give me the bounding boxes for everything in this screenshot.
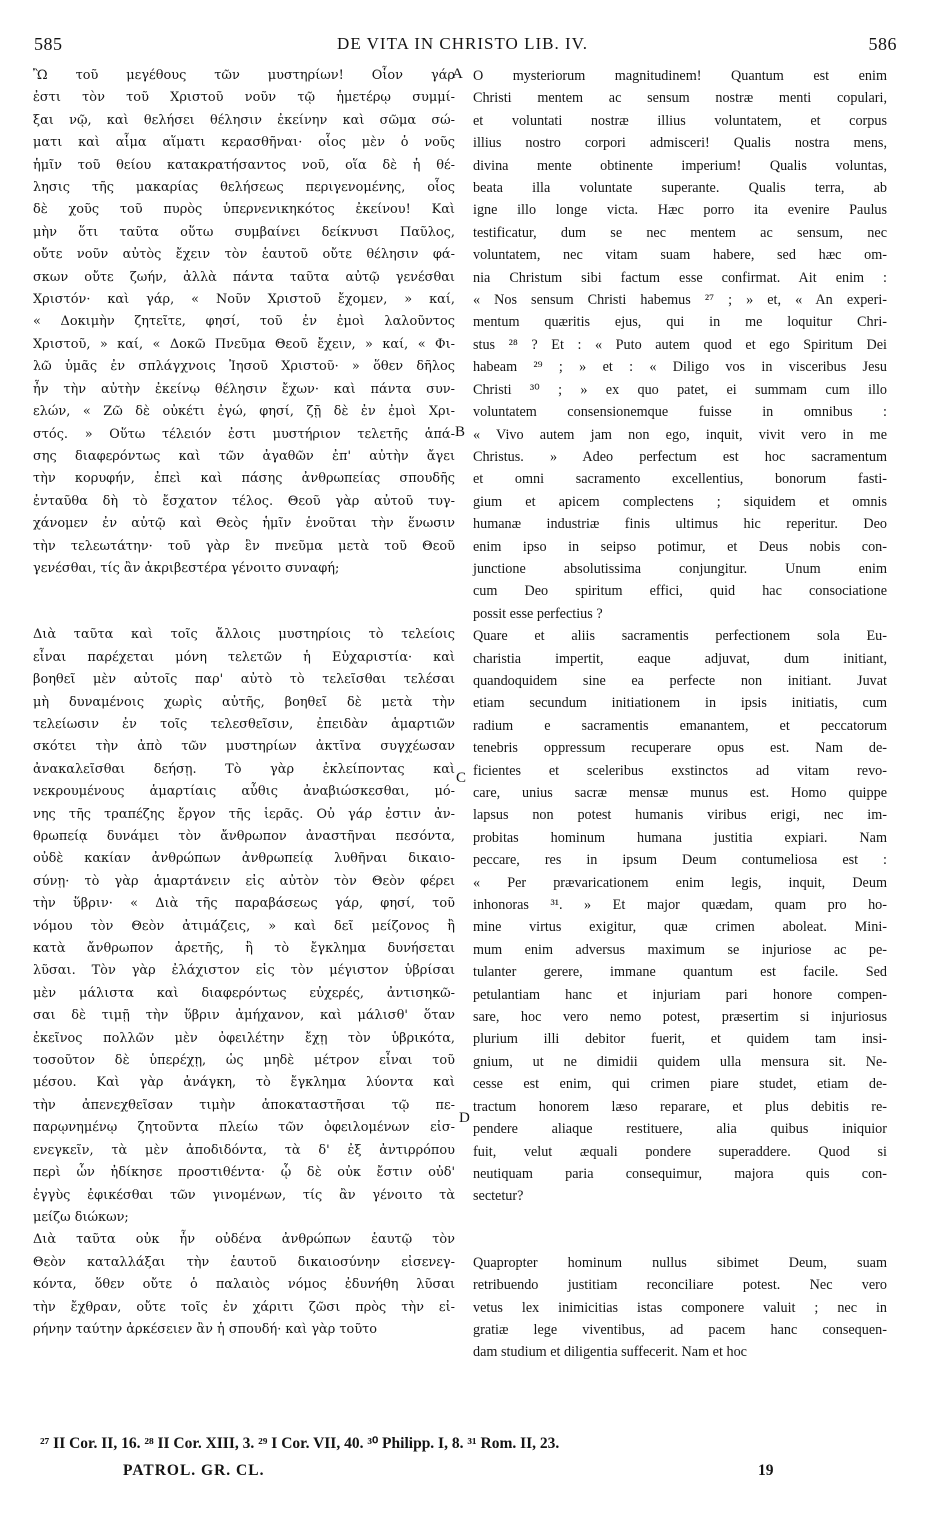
text-line: habeam ²⁹ ; » et : « Diligo vos in visceribus Jesu xyxy=(473,359,887,376)
text-line: peccare, res in ipsum Deum contumeliosa est : xyxy=(473,852,887,869)
text-line: « Nos sensum Christi habemus ²⁷ ; » et, « An experi- xyxy=(473,292,887,309)
text-line: Χριστόν· καὶ γάρ, « Νοῦν Χριστοῦ ἔχομεν, » καί, xyxy=(33,292,455,308)
text-line: tractum honorem læso reparare, et plus debitis re- xyxy=(473,1098,887,1115)
text-line: enim ipso in seipso potimur, et Deus nobis con- xyxy=(473,538,887,555)
text-line: stus ²⁸ ? Et : « Puto autem quod et ego Spiritum Dei xyxy=(473,336,887,353)
text-line: fuit, velut æquali pondere superaddere. Quod si xyxy=(473,1143,887,1160)
text-line: cum Deo spiritum effici, quid hac consociatione xyxy=(473,583,887,600)
text-line: divina mente obtinente imperium! Qualis voluntas, xyxy=(473,157,887,174)
text-line: νεκρουμένους ἁμαρτίαις αὖθις ἀναβιώσκεσθαι, μό- xyxy=(33,784,455,800)
text-line: ματι καὶ αἷμα αἵματι κερασθῆναι· οἷος μὲν ὁ νοῦς xyxy=(33,135,455,151)
text-line: dam studium et diligentia suffecerit. Nam et hoc xyxy=(473,1344,747,1361)
text-line: μὲν μάλιστα καὶ διαφερόντως εὐχερές, ἀντισηκῶ- xyxy=(33,985,455,1001)
text-line: μὴ δυναμένοις χωρὶς αὐτῆς, βοηθεῖ δὲ μετὰ τὴν xyxy=(33,694,455,710)
text-line: τὴν τελεωτάτην· τοῦ γὰρ ἓν πνεῦμα μετὰ τοῦ Θεοῦ xyxy=(33,538,455,554)
text-line: testificatur, dum se nec mentem ac sensum, nec xyxy=(473,224,887,241)
text-line: pendere aliaque restituere, alia quibus iniquior xyxy=(473,1121,887,1138)
text-line: ξαι νῷ, καὶ θελήσει θέλησιν ἐκείνην καὶ σῶμα σώ- xyxy=(33,112,455,128)
text-line: Christus. » Adeo perfectum est hoc sacramentum xyxy=(473,448,887,465)
section-marker-a: A xyxy=(452,66,463,82)
text-line: ελών, « Ζῶ δὲ οὐκέτι ἐγώ, φησί, ζῇ δὲ ἐν ἐμοὶ Χρι- xyxy=(33,404,455,420)
text-line: τὴν ὕβριν· « Διὰ τῆς παραβάσεως γάρ, φησί, τοῦ xyxy=(33,896,455,912)
text-line: λησις τῆς μακαρίας θελήσεως περιγενομένης, οἷος xyxy=(33,180,455,196)
running-title: DE VITA IN CHRISTO LIB. IV. xyxy=(337,34,588,53)
text-line: περὶ ὧν ἠδίκησε προστιθέντα· ᾧ δὲ οὐκ ἔστιν οὐδ' xyxy=(33,1165,455,1181)
page-header xyxy=(0,34,925,60)
text-line: care, unius sacræ mensæ munus est. Homo quippe xyxy=(473,785,887,801)
text-line: μέσου. Καὶ γὰρ ἀνάγκη, τὸ ἔγκλημα λύοντα καὶ xyxy=(33,1075,455,1091)
greek-paragraph-2 xyxy=(33,624,455,1229)
text-line: κόντα, ὅθεν οὔτε ὁ παλαιὸς νόμος ἐδυνήθη λῦσαι xyxy=(33,1277,455,1293)
footer-sheet-number: 19 xyxy=(758,1462,774,1479)
text-line: τελείωσιν ἐν τοῖς τελεσθεῖσιν, ἐπειδὰν ἁμαρτιῶν xyxy=(33,716,455,732)
text-line: οὔτε νοῦν αὐτὸς ἔχειν τὸν ἑαυτοῦ οὔτε θέλησιν φά- xyxy=(33,247,455,263)
text-line: illius nostro corpori admisceri! Qualis nostra mens, xyxy=(473,135,887,152)
latin-column xyxy=(473,65,887,1364)
text-line: Christi ³⁰ ; » ex quo patet, ei summam cum illo xyxy=(473,381,887,398)
text-line: et voluntati nostræ illius voluntatem, et corpus xyxy=(473,112,887,129)
text-line: Ὢ τοῦ μεγέθους τῶν μυστηρίων! Οἷον γάρ xyxy=(33,68,455,83)
text-line: voluntatem, nec vitam suam habere, sed hæc om- xyxy=(473,247,887,264)
text-line: tulanter gerere, immane quantum est facile. Sed xyxy=(473,964,887,981)
text-line: Διὰ ταῦτα οὐκ ἦν οὐδένα ἀνθρώπων ἑαυτῷ τὸν xyxy=(33,1232,455,1248)
text-line: Quare et aliis sacramentis perfectionem sola Eu- xyxy=(473,628,887,645)
text-line: tenebris oppressum recuperare opus est. Nam de- xyxy=(473,740,887,757)
section-marker-b: B xyxy=(455,424,466,440)
text-line: lapsus non potest humanis viribus erigi, nec im- xyxy=(473,807,887,824)
text-line: Διὰ ταῦτα καὶ τοῖς ἄλλοις μυστηρίοις τὸ τελείοις xyxy=(33,627,455,643)
text-line: nia Christum sibi factum esse confirmat. Ait enim : xyxy=(473,269,887,286)
text-line: εἶναι παρέχεται μόνη τελετῶν ἡ Εὐχαριστία· καὶ xyxy=(33,649,455,665)
text-line: ρήνην ταύτην ἀρκέσειεν ἂν ἡ σπουδή· καὶ γὰρ τοῦτο xyxy=(33,1321,378,1337)
latin-paragraph-1 xyxy=(473,65,887,625)
text-line: quandoquidem sine ea perfecte non initiant. Juvat xyxy=(473,672,887,689)
text-line: γενέσθαι, τίς ἂν ἀκριβεστέρα γένοιτο συναφή; xyxy=(33,560,340,576)
text-line: igne illo longe victa. Hæc porro ita evenire Paulus xyxy=(473,202,887,219)
greek-column xyxy=(33,65,455,1341)
text-line: et omni sacramento excellentius, bonorum fasti- xyxy=(473,471,887,488)
text-line: neutiquam paria consequimur, majora quis con- xyxy=(473,1165,887,1182)
text-line: gnium, ut ne dimidii quidem ulla mensura sit. Ne- xyxy=(473,1053,887,1070)
text-line: στός. » Οὕτω τέλειόν ἐστι μυστήριον τελετῆς ἁπά- xyxy=(33,426,455,442)
text-line: ἐγγὺς ἐφικέσθαι τῶν γινομένων, τίς ἂν γένοιτο τὰ xyxy=(33,1187,455,1203)
text-line: χάνομεν ἐν αὐτῷ καὶ Θεὸς ἡμῖν ἑνοῦται τὴν ἕνωσιν xyxy=(33,516,455,532)
text-line: Christi mentem ac sensum nostræ menti copulari, xyxy=(473,90,887,107)
text-line: voluntatem consensionemque fuisse in omnibus : xyxy=(473,404,887,421)
text-line: ενεγκεῖν, τὰ μὲν ἀποδιδόντα, τὰ δ' ἐξ ἀντιρρόπου xyxy=(33,1142,455,1158)
greek-paragraph-1 xyxy=(33,65,455,580)
text-line: νης τῆς τραπέζης ἔργον τῆς ἱερᾶς. Οὐ γάρ ἐστιν ἀν- xyxy=(33,806,455,822)
latin-paragraph-3 xyxy=(473,1252,887,1364)
text-line: Θεὸν καταλλάξαι τὴν ἑαυτοῦ δικαιοσύνην εἰσενεγ- xyxy=(33,1254,455,1270)
right-page-number: 586 xyxy=(868,34,897,54)
text-line: σκων οὔτε ζωήν, ἀλλὰ πάντα ταῦτα αὐτῷ γενέσθαι xyxy=(33,269,455,285)
text-line: ἐστι τὸν τοῦ Χριστοῦ νοῦν τῷ ἡμετέρῳ συμμί- xyxy=(33,90,455,106)
text-line: ἐνταῦθα δὴ τὸ ἔσχατον τέλος. Θεοῦ γὰρ αὐτοῦ τυγ- xyxy=(33,493,455,509)
text-line: mentum quæritis ejus, qui in me loquitur Chri- xyxy=(473,314,887,331)
page-footer xyxy=(0,1462,925,1484)
greek-paragraph-3 xyxy=(33,1229,455,1341)
section-marker-d: D xyxy=(459,1110,470,1126)
footnotes: ²⁷ II Cor. II, 16. ²⁸ II Cor. XIII, 3. ²⁹ I Cor. VII, 40. ³⁰ Philipp. I, 8. ³¹ Rom. II, 23. xyxy=(40,1435,560,1452)
text-line: junctione absolutissima conjungitur. Unum enim xyxy=(473,560,887,577)
text-line: radium e sacramentis emanantem, et peccatorum xyxy=(473,717,887,734)
text-line: sare, hoc vero nemo potest, præsertim si injuriosus xyxy=(473,1009,887,1026)
text-line: humanæ industriæ finis ultimus hic reperitur. Deo xyxy=(473,516,887,533)
text-line: gium et apicem complectens ; siquidem et omnis xyxy=(473,493,887,510)
text-line: sectetur? xyxy=(473,1188,524,1205)
text-line: τοσοῦτον δὲ ὑπερέχῃ, ὡς μηδὲ μέτρον εἶναι τοῦ xyxy=(33,1053,455,1069)
text-line: mine virtus exigitur, quæ crimen aboleat. Mini- xyxy=(473,919,887,936)
text-line: O mysteriorum magnitudinem! Quantum est enim xyxy=(473,68,887,84)
text-line: παρῳνημένῳ ζητοῦντα πλείω τῶν ὀφειλομένων εἰσ- xyxy=(33,1120,455,1136)
text-line: τὴν ἔχθραν, οὔτε τοῖς ἐν χάριτι ζῶσι πρὸς τὴν εἰ- xyxy=(33,1299,455,1315)
text-line: mum enim adversus maximum se injuriose ac pe- xyxy=(473,941,887,958)
text-line: ἡμῖν τοῦ θείου κατακρατήσαντος νοῦ, οἵα δὲ ἡ θέ- xyxy=(33,157,455,173)
text-line: charistia impertit, eaque adjuvat, dum initiant, xyxy=(473,650,887,667)
text-line: possit esse perfectius ? xyxy=(473,605,603,622)
text-line: δὲ χοῦς τοῦ πυρὸς ὑπερνενικηκότος ἐκείνου! Καὶ xyxy=(33,202,455,218)
text-line: τὴν ἀπενεχθεῖσαν τιμὴν ἀποκαταστῆσαι τῷ πε- xyxy=(33,1097,455,1113)
text-line: beata illa voluntate superante. Qualis terra, ab xyxy=(473,180,887,197)
text-line: inhonoras ³¹. » Et major quædam, quam pro ho- xyxy=(473,897,887,914)
text-line: σης διαφερόντως καὶ τῶν ἀγαθῶν ἐπ' αὐτὴν ἄγει xyxy=(33,448,455,464)
text-line: οὐδὲ κακίαν ἀνθρώπων ἀνθρωπείᾳ λυθῆναι δικαιο- xyxy=(33,851,455,867)
text-line: cesse est enim, qui crimen piare studet, etiam de- xyxy=(473,1076,887,1093)
text-line: plurium illi debitor fuerit, et quidem tam insi- xyxy=(473,1031,887,1048)
text-line: Quapropter hominum nullus sibimet Deum, suam xyxy=(473,1254,887,1271)
text-line: ἐκεῖνος πολλῶν μὲν ὀφειλέτην ἔχῃ τὸν ὑβρικότα, xyxy=(33,1030,455,1046)
text-line: « Vivo autem jam non ego, inquit, vivit vero in me xyxy=(473,426,887,443)
text-line: μείζω διώκων; xyxy=(33,1209,129,1225)
text-line: βοηθεῖ μὲν αὐτοῖς παρ' αὐτὸ τὸ τελεῖσθαι τελέσαι xyxy=(33,672,455,688)
text-line: λῶ ὑμᾶς ἐν σπλάγχνοις Ἰησοῦ Χριστοῦ· » ὅθεν δῆλος xyxy=(33,359,455,375)
text-line: ἀνακαλεῖσθαι δεήσῃ. Τὸ γὰρ ἐκλείποντας καὶ xyxy=(33,761,455,777)
text-line: ἦν τὴν αὐτὴν ἐκείνῳ θέλησιν ἔχων· καὶ πάντα συν- xyxy=(33,381,455,397)
text-line: θρωπείᾳ δυνάμει τὸν ἄνθρωπον ἀναστῆναι πεσόντα, xyxy=(33,829,455,844)
text-line: μὴν ὅτι ταῦτα οὕτω συμβαίνει δείκνυσι Παῦλος, xyxy=(33,224,455,240)
text-line: gratiæ lege viventibus, ad pacem hanc consequen- xyxy=(473,1321,887,1338)
text-line: τὴν κορυφήν, ἐπεὶ καὶ πάσης ἀνθρωπείας σπουδῆς xyxy=(33,471,455,487)
text-line: probitas hominum humana justitia expiari. Nam xyxy=(473,829,887,846)
text-line: etiam secundum initiationem in ipsis initiatis, cum xyxy=(473,695,887,712)
text-line: « Per prævaricationem enim legis, inquit, Deum xyxy=(473,874,887,891)
text-line: vetus lex inimicitias istas componere valuit ; nec in xyxy=(473,1299,887,1316)
text-line: σύνῃ· τὸ γὰρ ἁμαρτάνειν εἰς αὐτὸν τὸν Θεὸν φέρει xyxy=(33,873,455,889)
footer-signature: PATROL. GR. CL. xyxy=(123,1462,265,1479)
text-line: Χριστοῦ, » καί, « Δοκῶ Πνεῦμα Θεοῦ ἔχειν, » καί, « Φι- xyxy=(33,336,455,352)
text-line: σαι δὲ τιμῇ τὴν ὕβριν ἀμήχανον, καὶ μάλισθ' ὅταν xyxy=(33,1008,455,1024)
latin-paragraph-2 xyxy=(473,625,887,1208)
text-line: petulantiam hanc et injuriam pari honore compen- xyxy=(473,986,887,1003)
text-line: νόμου τὸν Θεὸν ἀτιμάζεις, » καὶ δεῖ μείζονος ἢ xyxy=(33,918,455,934)
text-line: σκότει τὴν ἀπὸ τῶν μυστηρίων ἀκτῖνα συγχέωσαν xyxy=(33,739,455,755)
left-page-number: 585 xyxy=(34,34,63,54)
section-marker-c: C xyxy=(456,770,467,786)
text-line: κατὰ ἄνθρωπον ἀρετῆς, ἣ τὸ ἔγκλημα δυνήσεται xyxy=(33,941,455,957)
text-line: λῦσαι. Τὸν γὰρ ἐλάχιστον εἰς τὸν μέγιστον ὑβρίσαι xyxy=(33,963,455,979)
text-line: « Δοκιμὴν ζητεῖτε, φησί, τοῦ ἐν ἐμοὶ λαλοῦντος xyxy=(33,314,455,330)
text-line: retribuendo justitiam reconciliare potest. Nec vero xyxy=(473,1277,887,1294)
text-line: ficientes et sceleribus exstinctos ad vitam revo- xyxy=(473,762,887,779)
